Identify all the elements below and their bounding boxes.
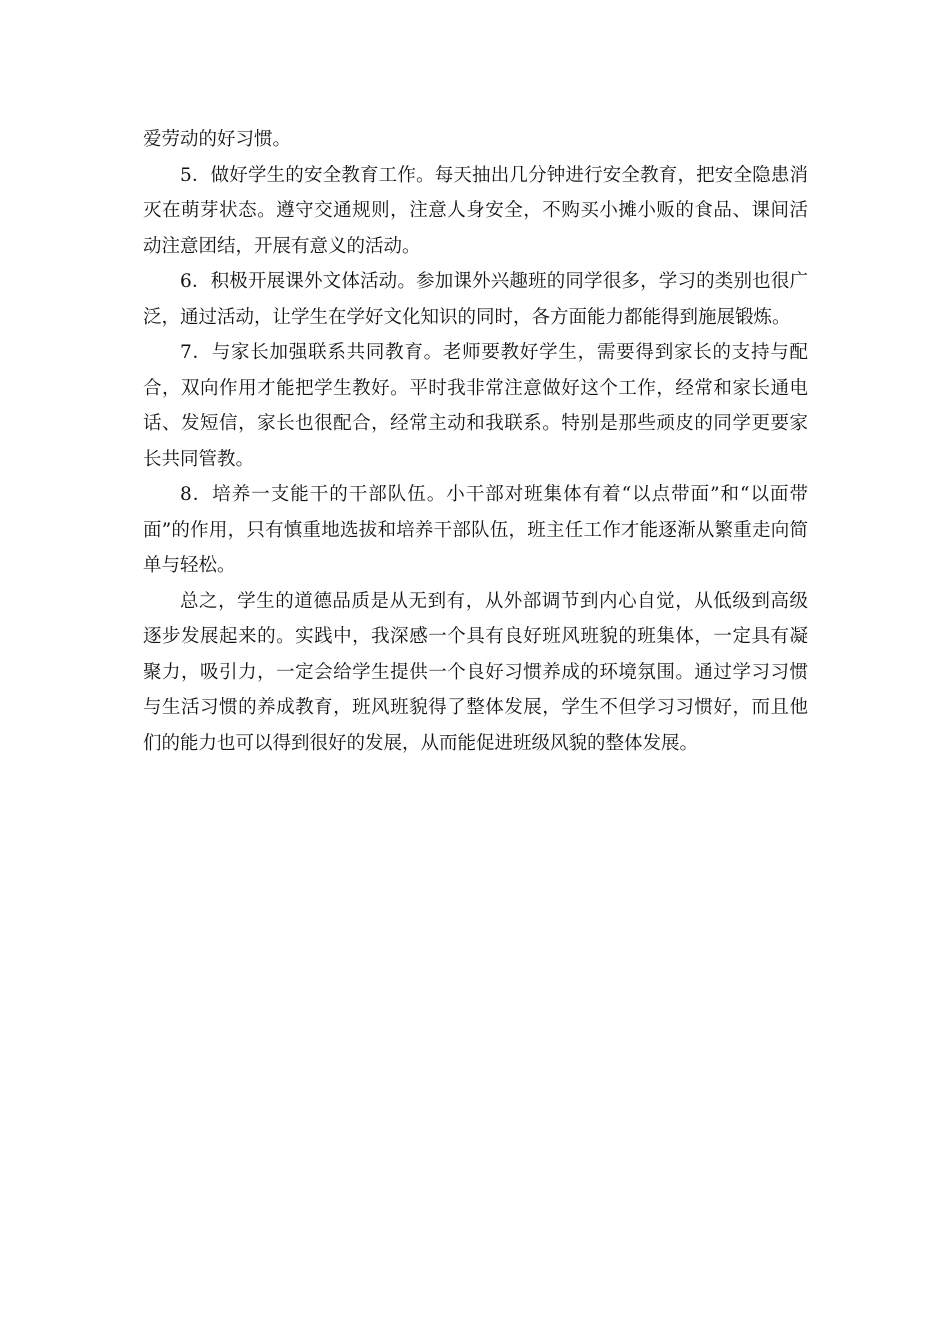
paragraph-summary: 总之，学生的道德品质是从无到有，从外部调节到内心自觉，从低级到高级逐步发展起来的。实践中，我深感一个具有良好班风班貌的班集体，一定具有凝聚力，吸引力，一定会给学生提供一个良好习惯养成的环境氛围。通过学习习惯与生活习惯的养成教育，班风班貌得了整体发展，学生不但学习习惯好，而且他们的能力也可以得到很好的发展，从而能促进班级风貌的整体发展。 <box>143 590 808 754</box>
document-body <box>143 122 808 761</box>
paragraph-continuation: 爱劳动的好习惯。 <box>143 129 292 150</box>
paragraph-item-6: 6．积极开展课外文体活动。参加课外兴趣班的同学很多，学习的类别也很广泛，通过活动，让学生在学好文化知识的同时，各方面能力都能得到施展锻炼。 <box>143 271 808 328</box>
paragraph-item-5: 5．做好学生的安全教育工作。每天抽出几分钟进行安全教育，把安全隐患消灭在萌芽状态。遵守交通规则，注意人身安全，不购买小摊小贩的食品、课间活动注意团结，开展有意义的活动。 <box>143 164 808 257</box>
paragraph-item-7: 7．与家长加强联系共同教育。老师要教好学生，需要得到家长的支持与配合，双向作用才能把学生教好。平时我非常注意做好这个工作，经常和家长通电话、发短信，家长也很配合，经常主动和我联系。特别是那些顽皮的同学更要家长共同管教。 <box>143 342 808 470</box>
paragraph-item-8: 8．培养一支能干的干部队伍。小干部对班集体有着“以点带面”和“以面带面”的作用，只有慎重地选拔和培养干部队伍，班主任工作才能逐渐从繁重走向简单与轻松。 <box>143 484 808 576</box>
